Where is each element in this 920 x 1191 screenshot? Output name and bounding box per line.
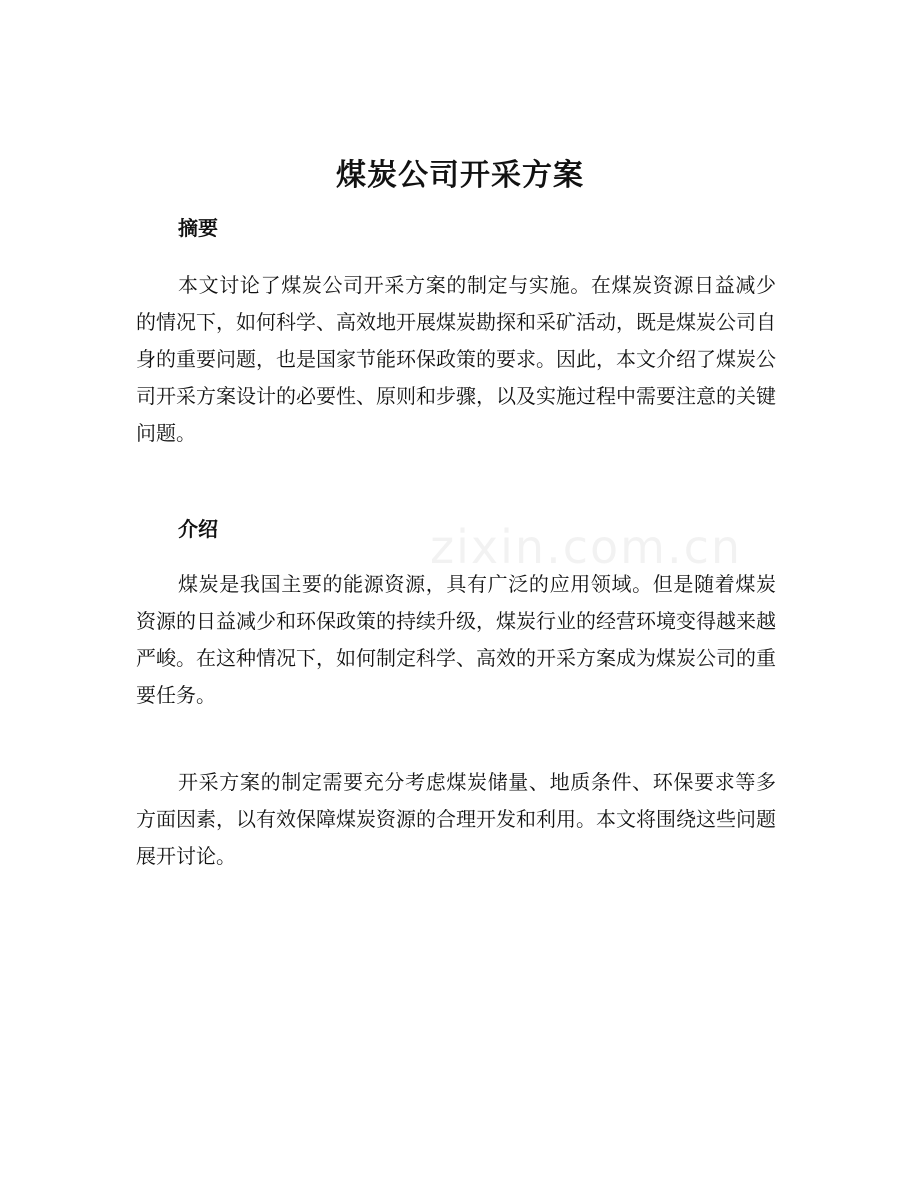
introduction-paragraph-1: 煤炭是我国主要的能源资源，具有广泛的应用领域。但是随着煤炭资源的日益减少和环保政策的持续升级，煤炭行业的经营环境变得越来越严峻。在这种情况下，如何制定科学、高效的开采方案成为煤炭公司的重要任务。	[136, 572, 776, 707]
document-title: 煤炭公司开采方案	[336, 158, 584, 193]
watermark: zixin.com.cn	[430, 520, 743, 574]
section-heading-introduction: 介绍	[178, 517, 218, 541]
section-heading-abstract: 摘要	[178, 216, 218, 240]
abstract-paragraph: 本文讨论了煤炭公司开采方案的制定与实施。在煤炭资源日益减少的情况下，如何科学、高效地开展煤炭勘探和采矿活动，既是煤炭公司自身的重要问题，也是国家节能环保政策的要求。因此，本文介绍了煤炭公司开采方案设计的必要性、原则和步骤，以及实施过程中需要注意的关键问题。	[136, 273, 776, 445]
introduction-paragraph-2: 开采方案的制定需要充分考虑煤炭储量、地质条件、环保要求等多方面因素，以有效保障煤炭资源的合理开发和利用。本文将围绕这些问题展开讨论。	[136, 770, 776, 868]
